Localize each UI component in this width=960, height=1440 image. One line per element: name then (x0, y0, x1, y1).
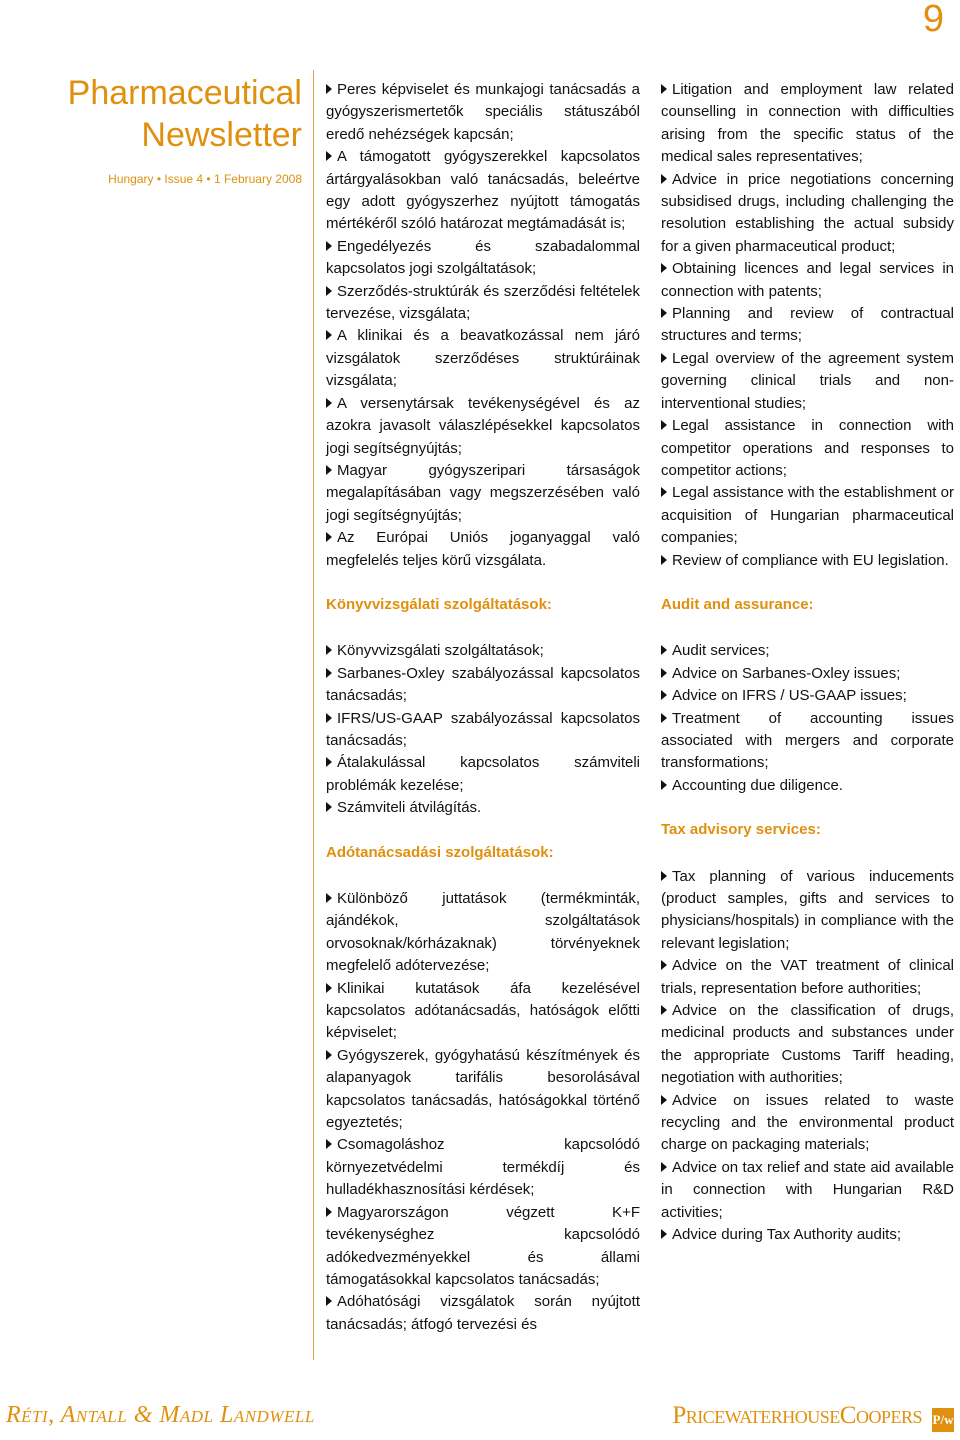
bullet-arrow-icon (326, 330, 332, 340)
list-item (326, 1134, 640, 1201)
list-item (326, 325, 640, 392)
bullet-arrow-icon (326, 241, 332, 251)
list-item-text: Obtaining licences and legal services in connection with patents; (661, 260, 954, 300)
list-item-text: Peres képviselet és munkajogi tanácsadás a gyógyszerismertetők speciális státuszából eredő nehézségek kapcsán; (326, 81, 640, 143)
landwell-logo: Réti, Antall & Madl Landwell (6, 1402, 315, 1428)
list-item (661, 708, 954, 775)
bullet-arrow-icon (661, 960, 667, 970)
bullet-arrow-icon (661, 487, 667, 497)
list-item (326, 1291, 640, 1336)
bullet-arrow-icon (326, 893, 332, 903)
list-item-text: Számviteli átvilágítás. (337, 799, 482, 817)
bullet-arrow-icon (326, 1050, 332, 1060)
list-item-text: Könyvvizsgálati szolgáltatások; (337, 642, 544, 660)
bullet-arrow-icon (326, 1139, 332, 1149)
list-item (326, 640, 640, 662)
list-item-text: Advice on issues related to waste recycling and the environmental product charge on packaging materials; (661, 1091, 954, 1154)
hu-tax-list (326, 888, 640, 1336)
list-item-text: Adóhatósági vizsgálatok során nyújtott tanácsadás; átfogó tervezési és (326, 1293, 640, 1333)
bullet-arrow-icon (661, 353, 667, 363)
list-item-text: Litigation and employment law related counselling in connection with difficulties arising from the specific status of the medical sales representatives; (661, 81, 954, 166)
list-item-text: Az Európai Uniós joganyaggal való megfelelés teljes körű vizsgálata. (326, 529, 640, 569)
bullet-arrow-icon (326, 983, 332, 993)
bullet-arrow-icon (661, 263, 667, 273)
bullet-arrow-icon (661, 1229, 667, 1239)
bullet-arrow-icon (326, 757, 332, 767)
list-item-text: Sarbanes-Oxley szabályozással kapcsolatos tanácsadás; (326, 664, 640, 705)
masthead-subtitle: Hungary • Issue 4 • 1 February 2008 (108, 172, 302, 186)
list-item-text: IFRS/US-GAAP szabályozással kapcsolatos tanácsadás; (326, 709, 640, 749)
list-item (326, 460, 640, 527)
list-item (326, 1202, 640, 1292)
list-item (661, 640, 954, 662)
list-item-text: Advice during Tax Authority audits; (672, 1226, 902, 1244)
masthead (20, 72, 302, 186)
list-item (661, 303, 954, 348)
list-item-text: A klinikai és a beavatkozással nem járó vizsgálatok szerződéses struktúráinak vizsgálata; (326, 327, 640, 390)
list-item-text: Planning and review of contractual structures and terms; (661, 305, 954, 345)
list-item-text: Audit services; (672, 642, 770, 660)
list-item (326, 393, 640, 460)
bullet-arrow-icon (326, 668, 332, 678)
list-item (326, 708, 640, 753)
list-item (661, 348, 954, 415)
list-item (661, 1090, 954, 1157)
list-item-text: A versenytársak tevékenységével és az azokra javasolt válaszlépésekkel kapcsolatos jogi segítségnyújtás; (326, 394, 640, 457)
bullet-arrow-icon (326, 1207, 332, 1217)
list-item (661, 482, 954, 549)
hungarian-column (326, 79, 640, 1336)
hu-legal-list (326, 79, 640, 572)
list-item (661, 79, 954, 169)
bullet-arrow-icon (326, 532, 332, 542)
list-item (326, 281, 640, 326)
bullet-arrow-icon (661, 780, 667, 790)
list-item (661, 550, 954, 572)
list-item-text: Advice on the VAT treatment of clinical trials, representation before authorities; (661, 957, 954, 997)
list-item (661, 1000, 954, 1090)
bullet-arrow-icon (326, 1296, 332, 1306)
list-item (326, 1045, 640, 1135)
list-item (661, 1157, 954, 1224)
bullet-arrow-icon (326, 713, 332, 723)
list-item (326, 236, 640, 281)
list-item (326, 797, 640, 819)
list-item-text: Magyarországon végzett K+F tevékenységhez kapcsolódó adókedvezményekkel és állami támogatásokkal kapcsolatos tanácsadás; (326, 1203, 640, 1288)
list-item (661, 169, 954, 259)
list-item (661, 866, 954, 956)
list-item-text: Advice in price negotiations concerning subsidised drugs, including challenging the resolution establishing the actual subsidy for a given pharmaceutical product; (661, 170, 954, 255)
page-number: 9 (922, 0, 944, 40)
list-item-text: Különböző juttatások (termékminták, ajándékok, szolgáltatások orvosoknak/kórházaknak) törvényeknek megfelelő adótervezése; (326, 890, 640, 975)
list-item-text: Magyar gyógyszeripari társaságok megalapításában vagy megszerzésében való jogi segítségnyújtás; (326, 461, 640, 524)
bullet-arrow-icon (326, 398, 332, 408)
en-audit-heading: Audit and assurance: (661, 595, 814, 613)
en-legal-list (661, 79, 954, 572)
bullet-arrow-icon (661, 1162, 667, 1172)
bullet-arrow-icon (661, 713, 667, 723)
masthead-title-line1: Pharmaceutical (67, 74, 302, 112)
bullet-arrow-icon (661, 555, 667, 565)
en-tax-heading: Tax advisory services: (661, 821, 821, 839)
list-item-text: Tax planning of various inducements (product samples, gifts and services to physicians/hospitals) in compliance with the relevant legislation; (661, 867, 954, 952)
bullet-arrow-icon (326, 465, 332, 475)
list-item (661, 258, 954, 303)
list-item (661, 775, 954, 797)
en-audit-list (661, 640, 954, 797)
list-item (661, 685, 954, 707)
list-item (326, 663, 640, 708)
list-item-text: Advice on the classification of drugs, medicinal products and substances under the appropriate Customs Tariff heading, negotiation with authorities; (661, 1002, 954, 1087)
list-item (326, 978, 640, 1045)
bullet-arrow-icon (661, 84, 667, 94)
masthead-title-line2: Newsletter (141, 116, 302, 154)
bullet-arrow-icon (661, 690, 667, 700)
list-item-text: Legal assistance in connection with competitor operations and responses to competitor actions; (661, 417, 954, 479)
english-column (661, 79, 954, 1247)
list-item (326, 888, 640, 978)
list-item (326, 79, 640, 146)
list-item (661, 955, 954, 1000)
list-item-text: Review of compliance with EU legislation. (672, 551, 949, 569)
bullet-arrow-icon (661, 668, 667, 678)
en-tax-list (661, 866, 954, 1247)
bullet-arrow-icon (326, 151, 332, 161)
bullet-arrow-icon (326, 84, 332, 94)
list-item (661, 1224, 954, 1246)
bullet-arrow-icon (326, 645, 332, 655)
bullet-arrow-icon (326, 286, 332, 296)
bullet-arrow-icon (661, 308, 667, 318)
bullet-arrow-icon (661, 645, 667, 655)
hu-tax-heading: Adótanácsadási szolgáltatások: (326, 843, 554, 861)
list-item (326, 527, 640, 572)
list-item-text: Accounting due diligence. (672, 776, 843, 794)
list-item-text: Gyógyszerek, gyógyhatású készítmények és alapanyagok tarifális besorolásával kapcsolatos tanácsadás, hatóságokkal történő egyeztetés; (326, 1046, 640, 1132)
list-item-text: Advice on tax relief and state aid available in connection with Hungarian R&D activities; (661, 1158, 954, 1221)
bullet-arrow-icon (661, 420, 667, 430)
list-item (326, 752, 640, 797)
list-item-text: Legal overview of the agreement system governing clinical trials and non-interventional studies; (661, 349, 954, 412)
list-item (661, 415, 954, 482)
hu-audit-list (326, 640, 640, 819)
list-item-text: Treatment of accounting issues associated with mergers and corporate transformations; (661, 709, 954, 772)
list-item-text: Szerződés-struktúrák és szerződési feltételek tervezése, vizsgálata; (326, 282, 640, 323)
list-item (661, 663, 954, 685)
list-item-text: Legal assistance with the establishment or acquisition of Hungarian pharmaceutical companies; (661, 484, 954, 547)
list-item-text: Advice on IFRS / US-GAAP issues; (672, 687, 907, 705)
bullet-arrow-icon (326, 802, 332, 812)
list-item-text: Klinikai kutatások áfa kezelésével kapcsolatos adótanácsadás, hatóságok előtti képviselet; (326, 979, 640, 1042)
column-divider (313, 70, 314, 1360)
pwc-mark-icon: P/w (932, 1408, 954, 1432)
list-item-text: Advice on Sarbanes-Oxley issues; (672, 664, 901, 682)
bullet-arrow-icon (661, 1095, 667, 1105)
bullet-arrow-icon (661, 1005, 667, 1015)
list-item-text: Átalakulással kapcsolatos számviteli problémák kezelése; (326, 754, 640, 794)
list-item-text: Engedélyezés és szabadalommal kapcsolatos jogi szolgáltatások; (326, 237, 640, 278)
list-item-text: Csomagoláshoz kapcsolódó környezetvédelmi termékdíj és hulladékhasznosítási kérdések; (326, 1136, 640, 1199)
list-item-text: A támogatott gyógyszerekkel kapcsolatos ártárgyalásokban való tanácsadás, beleértve egy adott gyógyszerhez nyújtott támogatás mértékéről szóló határozat megtámadását is; (326, 148, 640, 233)
bullet-arrow-icon (661, 871, 667, 881)
bullet-arrow-icon (661, 174, 667, 184)
hu-audit-heading: Könyvvizsgálati szolgáltatások: (326, 595, 552, 613)
list-item (326, 146, 640, 236)
pwc-logo: PricewaterhouseCoopers (672, 1402, 922, 1429)
